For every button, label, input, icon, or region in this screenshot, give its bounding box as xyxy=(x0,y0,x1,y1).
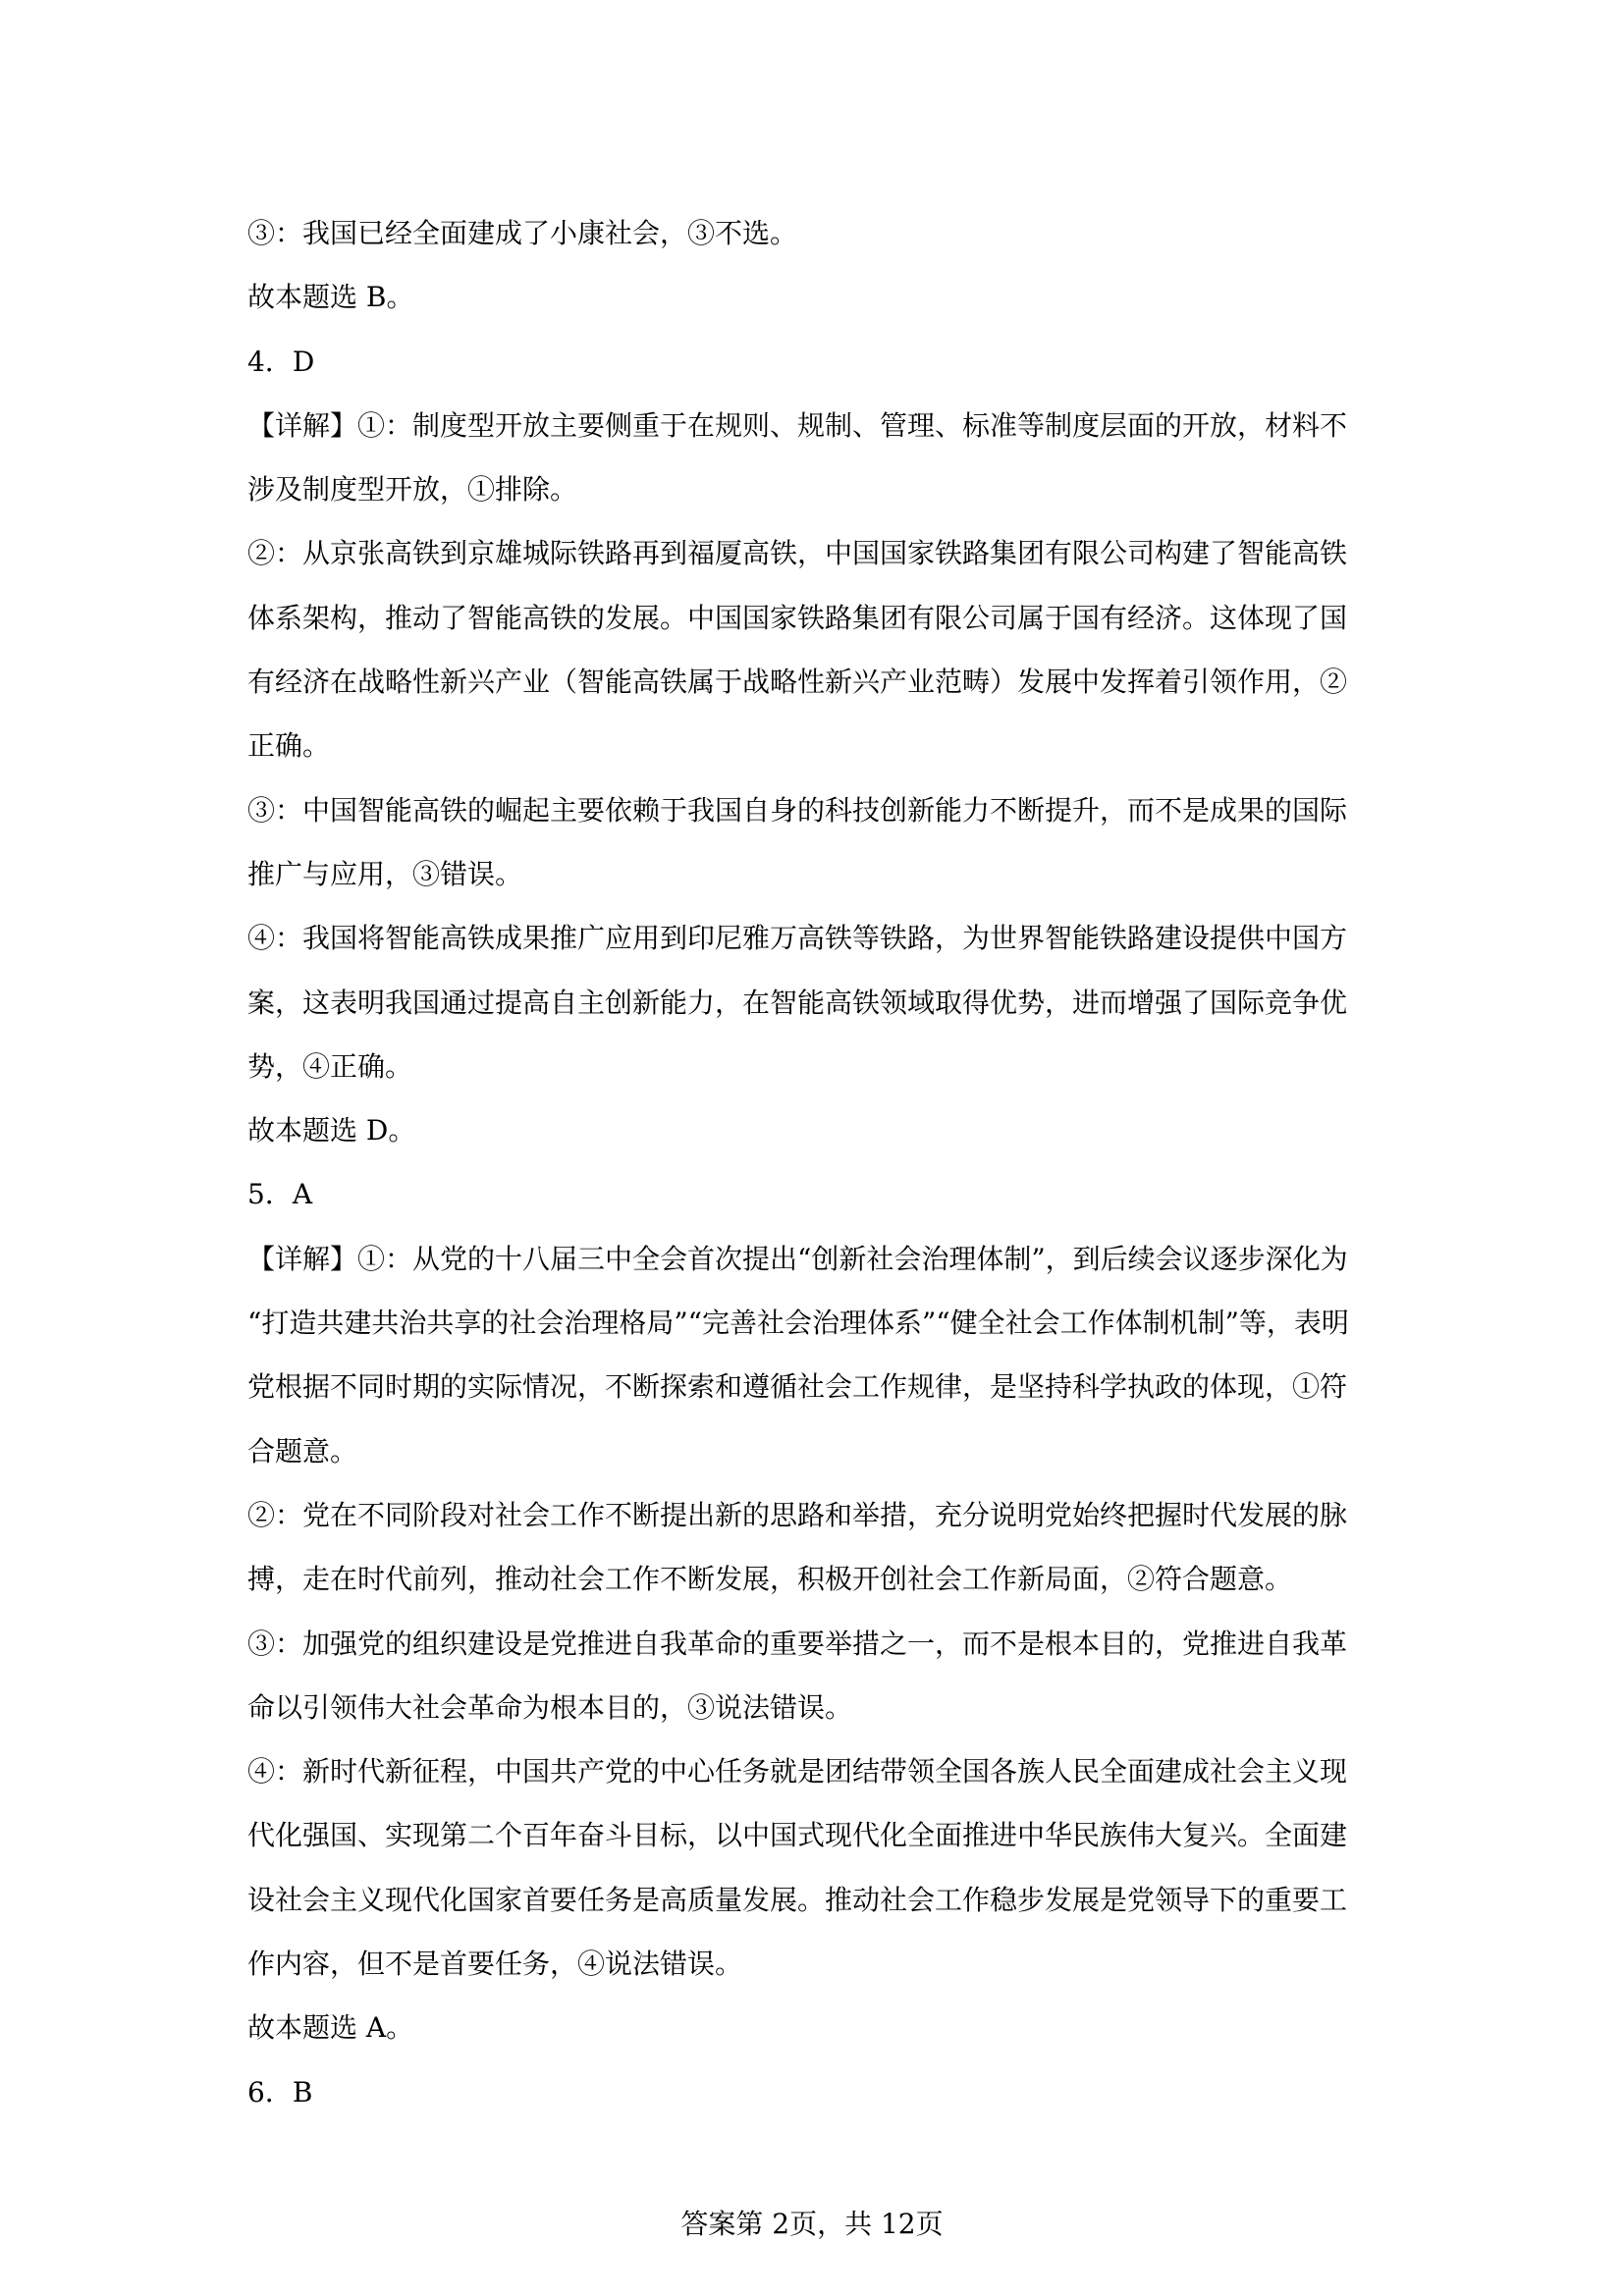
text-line: ③：我国已经全面建成了小康社会，③不选。 xyxy=(247,217,798,249)
text-line: ③：中国智能高铁的崛起主要依赖于我国自身的科技创新能力不断提升，而不是成果的国际 xyxy=(247,793,1348,827)
text-line: 设社会主义现代化国家首要任务是高质量发展。推动社会工作稳步发展是党领导下的重要工 xyxy=(247,1883,1348,1916)
text-line: ③：加强党的组织建设是党推进自我革命的重要举措之一，而不是根本目的，党推进自我革 xyxy=(247,1627,1348,1660)
text-line: 党根据不同时期的实际情况，不断探索和遵循社会工作规律，是坚持科学执政的体现，①符 xyxy=(247,1370,1348,1404)
text-line: 作内容，但不是首要任务，④说法错误。 xyxy=(247,1948,743,1981)
page-footer: 答案第 2页，共 12页 xyxy=(680,2208,944,2240)
text-line: 代化强国、实现第二个百年奋斗目标，以中国式现代化全面推进中华民族伟大复兴。全面建 xyxy=(247,1819,1348,1852)
text-line: 涉及制度型开放，①排除。 xyxy=(247,473,578,507)
text-line: ④：新时代新征程，中国共产党的中心任务就是团结带领全国各族人民全面建成社会主义现 xyxy=(247,1755,1348,1789)
text-line: 故本题选 B。 xyxy=(247,281,414,314)
text-line: 推广与应用，③错误。 xyxy=(247,857,523,890)
question-answer-heading: 4．D xyxy=(247,345,315,378)
question-answer-heading: 5．A xyxy=(247,1178,313,1211)
text-line: ②：党在不同阶段对社会工作不断提出新的思路和举措，充分说明党始终把握时代发展的脉 xyxy=(247,1498,1348,1531)
text-line: 搏，走在时代前列，推动社会工作不断发展，积极开创社会工作新局面，②符合题意。 xyxy=(247,1563,1293,1596)
text-line: ②：从京张高铁到京雄城际铁路再到福厦高铁，中国国家铁路集团有限公司构建了智能高铁 xyxy=(247,537,1348,570)
text-line: 命以引领伟大社会革命为根本目的，③说法错误。 xyxy=(247,1690,853,1724)
answer-text-body xyxy=(247,201,1386,2124)
text-line: 故本题选 A。 xyxy=(247,2011,414,2045)
text-line: 体系架构，推动了智能高铁的发展。中国国家铁路集团有限公司属于国有经济。这体现了国 xyxy=(247,601,1348,634)
text-line: 【详解】①：从党的十八届三中全会首次提出“创新社会治理体制”，到后续会议逐步深化为 xyxy=(247,1242,1348,1275)
text-line: 势，④正确。 xyxy=(247,1049,413,1083)
text-line: 合题意。 xyxy=(247,1434,358,1468)
text-line: 正确。 xyxy=(247,729,331,763)
text-line: ④：我国将智能高铁成果推广应用到印尼雅万高铁等铁路，为世界智能铁路建设提供中国方 xyxy=(247,922,1348,955)
text-line: 案，这表明我国通过提高自主创新能力，在智能高铁领域取得优势，进而增强了国际竞争优 xyxy=(247,986,1348,1019)
question-answer-heading: 6．B xyxy=(247,2075,313,2109)
text-line: “打造共建共治共享的社会治理格局”“完善社会治理体系”“健全社会工作体制机制”等，表明 xyxy=(247,1307,1349,1340)
text-line: 故本题选 D。 xyxy=(247,1114,416,1148)
text-line: 【详解】①：制度型开放主要侧重于在规则、规制、管理、标准等制度层面的开放，材料不 xyxy=(247,408,1348,442)
text-line: 有经济在战略性新兴产业（智能高铁属于战略性新兴产业范畴）发展中发挥着引领作用，② xyxy=(247,666,1348,699)
